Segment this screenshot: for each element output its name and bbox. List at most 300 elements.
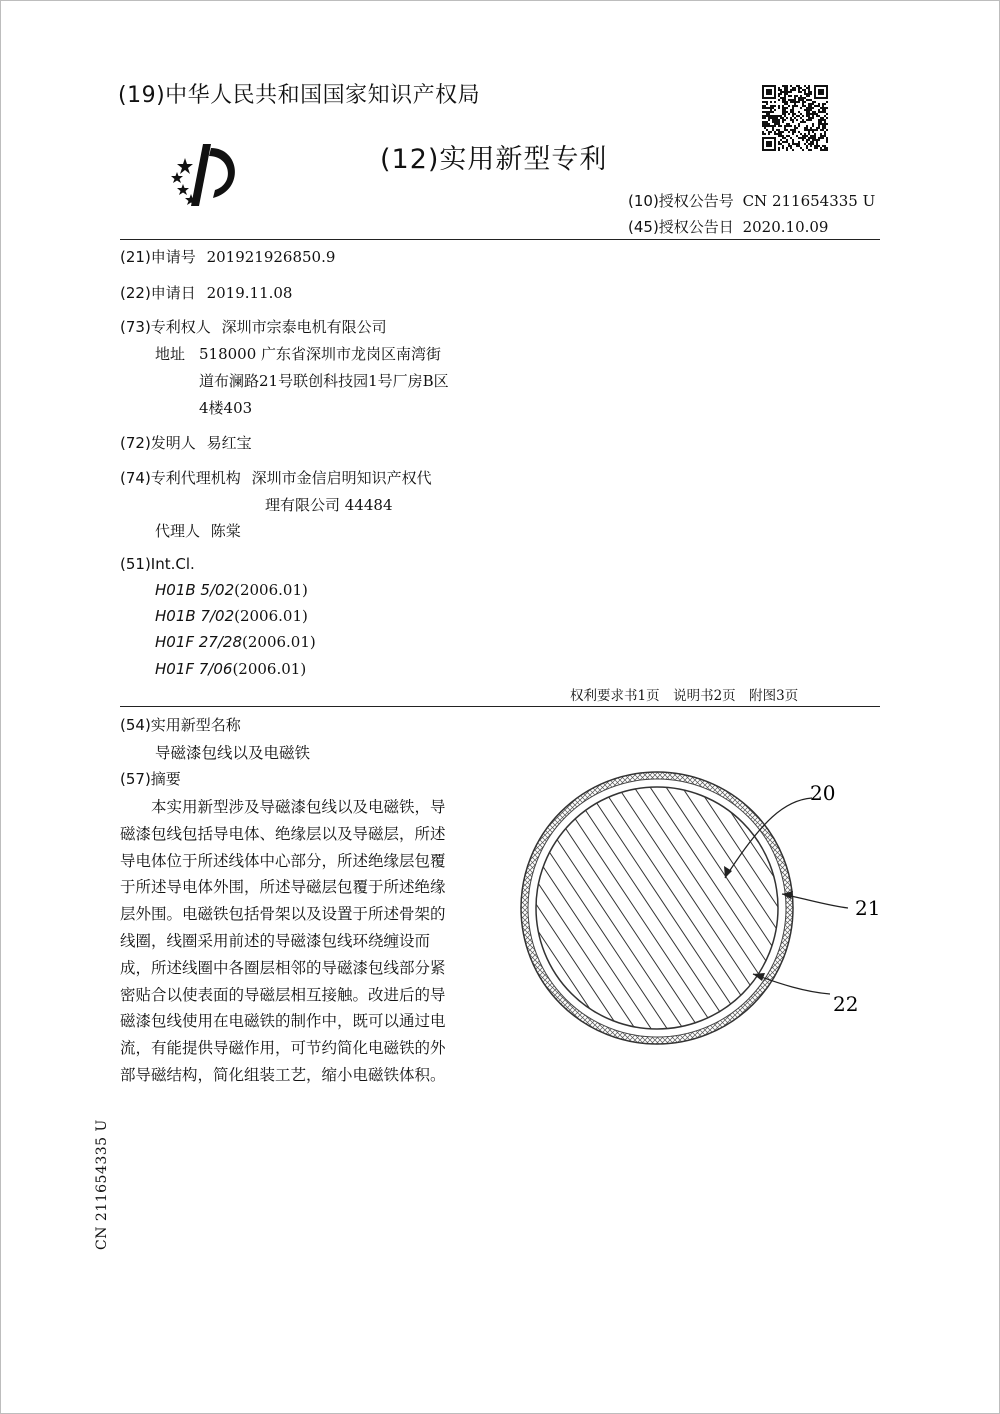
qr-module	[786, 125, 788, 127]
qr-module	[796, 119, 798, 121]
qr-module	[794, 113, 796, 115]
patentee: 深圳市宗泰电机有限公司	[221, 318, 387, 336]
qr-module	[782, 105, 784, 107]
qr-module	[778, 123, 780, 125]
qr-module	[762, 121, 764, 123]
qr-module	[800, 97, 802, 99]
qr-module	[792, 119, 794, 121]
qr-module	[794, 101, 796, 103]
qr-module	[778, 149, 780, 151]
qr-module	[764, 121, 766, 123]
publication-date: 2020.10.09	[742, 218, 829, 236]
qr-module	[804, 91, 806, 93]
abstract-line: 于所述导电体外围，所述导磁层包覆于所述绝缘	[120, 878, 446, 897]
qr-module	[800, 121, 802, 123]
application-date-label: (22)申请日	[120, 284, 196, 302]
qr-module	[788, 131, 790, 133]
qr-module	[814, 101, 816, 103]
qr-module	[784, 127, 786, 129]
qr-module	[798, 111, 800, 113]
qr-module	[768, 131, 770, 133]
qr-module	[818, 123, 820, 125]
qr-module	[778, 107, 780, 109]
qr-module	[762, 133, 764, 135]
qr-module	[810, 119, 812, 121]
qr-module	[794, 117, 796, 119]
qr-module	[804, 127, 806, 129]
reference-label-21: 21	[855, 896, 881, 920]
header-divider	[120, 239, 880, 240]
utility-model-title-label: (54)实用新型名称	[120, 716, 241, 734]
qr-module	[806, 129, 808, 131]
qr-module	[822, 123, 824, 125]
qr-module	[804, 101, 806, 103]
qr-module	[784, 97, 786, 99]
qr-module	[800, 107, 802, 109]
qr-module	[770, 117, 772, 119]
qr-module	[812, 135, 814, 137]
qr-finder-module	[766, 141, 772, 147]
qr-module	[798, 87, 800, 89]
qr-module	[766, 113, 768, 115]
qr-module	[776, 121, 778, 123]
application-number: 201921926850.9	[206, 248, 336, 266]
qr-module	[778, 129, 780, 131]
qr-module	[812, 143, 814, 145]
qr-module	[766, 115, 768, 117]
qr-module	[766, 125, 768, 127]
qr-module	[818, 103, 820, 105]
qr-module	[808, 149, 810, 151]
qr-module	[762, 123, 764, 125]
agent-row	[155, 520, 241, 541]
agent-label: 代理人	[155, 522, 201, 540]
qr-module	[772, 115, 774, 117]
qr-module	[784, 91, 786, 93]
qr-module	[772, 107, 774, 109]
qr-module	[814, 111, 816, 113]
qr-module	[778, 95, 780, 97]
qr-module	[790, 91, 792, 93]
qr-module	[774, 125, 776, 127]
qr-module	[800, 95, 802, 97]
qr-module	[818, 127, 820, 129]
qr-module	[812, 107, 814, 109]
qr-module	[798, 115, 800, 117]
qr-module	[820, 135, 822, 137]
qr-module	[816, 141, 818, 143]
inventor-row	[120, 432, 252, 453]
qr-module	[794, 125, 796, 127]
qr-module	[786, 103, 788, 105]
qr-module	[808, 91, 810, 93]
qr-module	[818, 137, 820, 139]
qr-module	[804, 129, 806, 131]
qr-module	[770, 125, 772, 127]
cnipa-logo-icon	[165, 140, 250, 210]
qr-module	[780, 143, 782, 145]
qr-module	[784, 109, 786, 111]
qr-module	[774, 117, 776, 119]
qr-module	[778, 115, 780, 117]
qr-module	[822, 119, 824, 121]
qr-module	[772, 117, 774, 119]
qr-module	[820, 117, 822, 119]
qr-module	[822, 111, 824, 113]
inventor-label: (72)发明人	[120, 434, 196, 452]
qr-module	[792, 99, 794, 101]
qr-module	[786, 101, 788, 103]
qr-module	[792, 129, 794, 131]
qr-module	[776, 133, 778, 135]
qr-module	[778, 121, 780, 123]
qr-module	[810, 93, 812, 95]
qr-module	[812, 137, 814, 139]
qr-module	[824, 119, 826, 121]
qr-module	[814, 135, 816, 137]
qr-module	[764, 117, 766, 119]
qr-module	[774, 131, 776, 133]
qr-module	[824, 135, 826, 137]
qr-module	[806, 111, 808, 113]
qr-module	[794, 87, 796, 89]
qr-module	[800, 87, 802, 89]
qr-module	[768, 123, 770, 125]
qr-module	[764, 107, 766, 109]
qr-module	[780, 131, 782, 133]
qr-module	[810, 105, 812, 107]
qr-module	[774, 105, 776, 107]
qr-module	[802, 97, 804, 99]
qr-module	[790, 129, 792, 131]
qr-module	[822, 107, 824, 109]
qr-module	[768, 125, 770, 127]
qr-module	[762, 125, 764, 127]
ipc-entry	[155, 660, 306, 678]
inventor: 易红宝	[206, 434, 252, 452]
qr-module	[802, 115, 804, 117]
qr-module	[784, 89, 786, 91]
qr-module	[802, 105, 804, 107]
qr-module	[790, 145, 792, 147]
qr-module	[798, 123, 800, 125]
qr-module	[804, 105, 806, 107]
qr-module	[796, 105, 798, 107]
qr-module	[782, 97, 784, 99]
qr-module	[774, 133, 776, 135]
qr-module	[822, 105, 824, 107]
qr-module	[826, 107, 828, 109]
qr-module	[768, 111, 770, 113]
qr-module	[778, 99, 780, 101]
qr-module	[800, 113, 802, 115]
qr-module	[806, 119, 808, 121]
qr-module	[812, 131, 814, 133]
qr-module	[808, 113, 810, 115]
qr-module	[820, 133, 822, 135]
qr-module	[792, 89, 794, 91]
qr-module	[804, 121, 806, 123]
qr-module	[814, 137, 816, 139]
qr-module	[786, 107, 788, 109]
qr-module	[784, 113, 786, 115]
qr-module	[776, 117, 778, 119]
qr-module	[826, 141, 828, 143]
qr-module	[808, 119, 810, 121]
qr-module	[798, 85, 800, 87]
qr-module	[816, 113, 818, 115]
qr-module	[826, 149, 828, 151]
abstract-line: 磁漆包线包括导电体、绝缘层以及导磁层，所述	[120, 824, 446, 843]
qr-module	[802, 103, 804, 105]
agency-line-2: 理有限公司 44484	[265, 496, 393, 514]
qr-module	[804, 93, 806, 95]
qr-module	[770, 107, 772, 109]
qr-module	[820, 121, 822, 123]
qr-module	[806, 145, 808, 147]
publication-date-row	[628, 216, 828, 237]
ipc-entry	[155, 607, 308, 625]
qr-module	[792, 113, 794, 115]
qr-module	[816, 105, 818, 107]
qr-module	[824, 133, 826, 135]
qr-module	[782, 85, 784, 87]
qr-module	[816, 145, 818, 147]
qr-module	[784, 85, 786, 87]
qr-module	[806, 109, 808, 111]
qr-module	[780, 135, 782, 137]
qr-module	[806, 93, 808, 95]
qr-module	[824, 127, 826, 129]
qr-module	[802, 99, 804, 101]
qr-module	[808, 139, 810, 141]
qr-module	[774, 121, 776, 123]
qr-module	[822, 125, 824, 127]
qr-module	[800, 133, 802, 135]
qr-module	[782, 109, 784, 111]
qr-module	[826, 137, 828, 139]
qr-module	[804, 109, 806, 111]
qr-module	[810, 149, 812, 151]
utility-model-title: 导磁漆包线以及电磁铁	[155, 744, 311, 762]
qr-module	[802, 149, 804, 151]
qr-module	[782, 107, 784, 109]
qr-module	[764, 115, 766, 117]
qr-module	[782, 131, 784, 133]
qr-module	[804, 97, 806, 99]
conductor-core	[536, 787, 778, 1029]
qr-module	[812, 139, 814, 141]
qr-module	[774, 109, 776, 111]
qr-module	[816, 115, 818, 117]
abstract-label: (57)摘要	[120, 770, 181, 788]
qr-module	[792, 105, 794, 107]
qr-module	[818, 119, 820, 121]
qr-module	[786, 93, 788, 95]
qr-module	[762, 111, 764, 113]
qr-module	[808, 111, 810, 113]
qr-module	[786, 117, 788, 119]
qr-module	[816, 143, 818, 145]
qr-module	[782, 147, 784, 149]
qr-module	[824, 121, 826, 123]
qr-module	[814, 133, 816, 135]
reference-label-22: 22	[833, 992, 859, 1016]
qr-module	[780, 89, 782, 91]
qr-module	[810, 113, 812, 115]
qr-module	[790, 147, 792, 149]
publication-date-label: (45)授权公告日	[628, 218, 734, 236]
qr-module	[796, 115, 798, 117]
qr-module	[826, 101, 828, 103]
qr-module	[788, 145, 790, 147]
qr-module	[774, 119, 776, 121]
qr-module	[782, 101, 784, 103]
qr-module	[784, 141, 786, 143]
qr-module	[792, 107, 794, 109]
application-date: 2019.11.08	[206, 284, 293, 302]
qr-module	[782, 141, 784, 143]
qr-module	[806, 139, 808, 141]
qr-module	[784, 101, 786, 103]
qr-module	[814, 139, 816, 141]
qr-module	[814, 145, 816, 147]
application-number-row	[120, 246, 335, 267]
publication-number-row	[628, 190, 875, 211]
qr-module	[808, 85, 810, 87]
qr-module	[794, 127, 796, 129]
qr-module	[766, 107, 768, 109]
qr-module	[804, 137, 806, 139]
qr-module	[786, 85, 788, 87]
qr-module	[798, 101, 800, 103]
qr-module	[788, 99, 790, 101]
qr-module	[806, 147, 808, 149]
qr-module	[802, 135, 804, 137]
qr-module	[790, 119, 792, 121]
qr-module	[790, 89, 792, 91]
ipc-code: H01F 27/28	[155, 633, 242, 651]
qr-module	[792, 139, 794, 141]
qr-module	[784, 103, 786, 105]
qr-module	[776, 119, 778, 121]
qr-module	[764, 101, 766, 103]
qr-module	[770, 105, 772, 107]
qr-module	[802, 121, 804, 123]
qr-module	[762, 107, 764, 109]
qr-module	[798, 141, 800, 143]
qr-module	[808, 115, 810, 117]
qr-module	[822, 149, 824, 151]
qr-module	[792, 109, 794, 111]
qr-module	[798, 89, 800, 91]
qr-module	[780, 133, 782, 135]
qr-module	[806, 127, 808, 129]
qr-module	[810, 129, 812, 131]
qr-module	[812, 123, 814, 125]
qr-module	[780, 91, 782, 93]
qr-module	[782, 145, 784, 147]
qr-module	[778, 93, 780, 95]
wire-cross-section-figure	[500, 760, 900, 1060]
qr-module	[826, 113, 828, 115]
qr-module	[766, 111, 768, 113]
address-label: 地址	[155, 345, 186, 363]
qr-module	[788, 113, 790, 115]
qr-module	[824, 145, 826, 147]
address-line-2: 道布澜路21号联创科技园1号厂房B区	[199, 372, 449, 390]
qr-module	[798, 137, 800, 139]
qr-module	[778, 119, 780, 121]
qr-module	[822, 145, 824, 147]
qr-module	[812, 115, 814, 117]
qr-module	[786, 141, 788, 143]
qr-module	[792, 141, 794, 143]
qr-module	[784, 115, 786, 117]
qr-module	[806, 141, 808, 143]
qr-module	[764, 105, 766, 107]
qr-module	[798, 145, 800, 147]
qr-module	[782, 121, 784, 123]
qr-module	[780, 139, 782, 141]
qr-module	[792, 149, 794, 151]
qr-module	[800, 91, 802, 93]
abstract-text	[120, 794, 488, 1089]
qr-module	[808, 143, 810, 145]
qr-module	[810, 99, 812, 101]
qr-module	[812, 129, 814, 131]
qr-module	[784, 125, 786, 127]
qr-module	[782, 135, 784, 137]
qr-module	[808, 93, 810, 95]
qr-module	[762, 115, 764, 117]
agency-label: (74)专利代理机构	[120, 469, 241, 487]
qr-module	[778, 87, 780, 89]
qr-module	[782, 91, 784, 93]
qr-module	[824, 109, 826, 111]
ipc-version: (2006.01)	[242, 633, 316, 651]
qr-module	[814, 113, 816, 115]
qr-module	[812, 113, 814, 115]
abstract-line: 密贴合以使表面的导磁层相互接触。改进后的导	[120, 985, 446, 1004]
qr-module	[780, 93, 782, 95]
qr-module	[808, 103, 810, 105]
qr-module	[768, 113, 770, 115]
qr-module	[798, 125, 800, 127]
qr-module	[772, 111, 774, 113]
qr-module	[820, 123, 822, 125]
application-number-label: (21)申请号	[120, 248, 196, 266]
qr-module	[822, 109, 824, 111]
abstract-line: 导电体位于所述线体中心部分，所述绝缘层包覆	[120, 851, 446, 870]
qr-module	[808, 87, 810, 89]
qr-module	[786, 135, 788, 137]
qr-module	[804, 143, 806, 145]
qr-module	[772, 127, 774, 129]
qr-module	[824, 103, 826, 105]
qr-module	[790, 125, 792, 127]
qr-module	[816, 127, 818, 129]
qr-module	[776, 115, 778, 117]
qr-module	[824, 115, 826, 117]
qr-module	[778, 89, 780, 91]
qr-module	[778, 125, 780, 127]
qr-module	[794, 129, 796, 131]
qr-module	[784, 119, 786, 121]
qr-module	[822, 127, 824, 129]
qr-module	[790, 95, 792, 97]
qr-module	[782, 99, 784, 101]
